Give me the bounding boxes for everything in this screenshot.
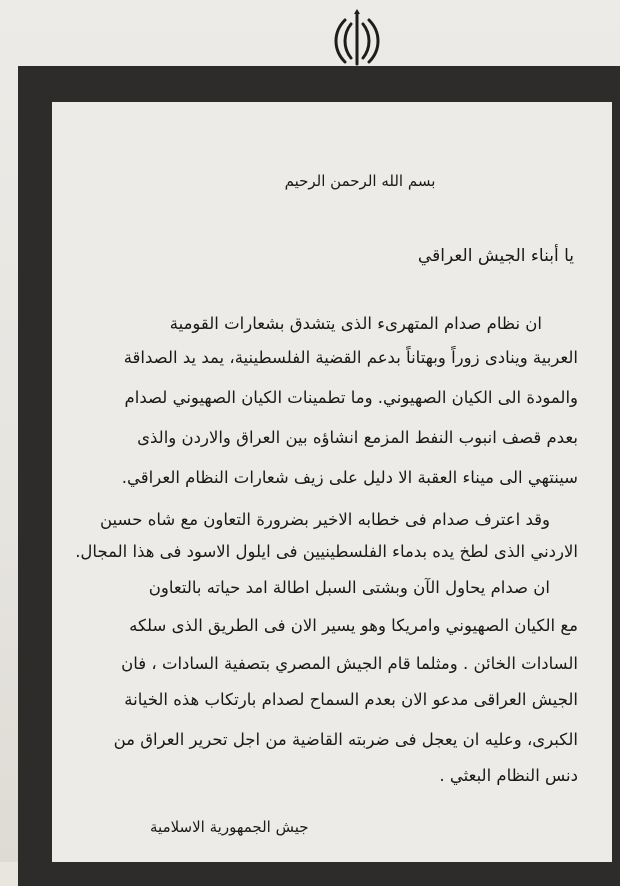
body-line: ان نظام صدام المتهرىء الذى يتشدق بشعارات القومية: [169, 314, 542, 333]
body-line: ان صدام يحاول الآن وبشتى السبل اطالة امد حياته بالتعاون: [148, 578, 550, 597]
signature: جيش الجمهورية الاسلامية: [150, 818, 309, 836]
body-line: دنس النظام البعثي .: [439, 766, 578, 785]
body-line: مع الكيان الصهيوني وامريكا وهو يسير الان فى الطريق الذى سلكه: [129, 616, 578, 635]
body-line: سينتهي الى ميناء العقبة الا دليل على زيف شعارات النظام العراقي.: [121, 468, 578, 487]
body-line: الاردني الذى لطخ يده بدماء الفلسطينيين فى ايلول الاسود فى هذا المجال.: [75, 542, 578, 561]
body-line: الجيش العراقى مدعو الان بعدم السماح لصدام بارتكاب هذه الخيانة: [124, 690, 578, 709]
body-line: وقد اعترف صدام فى خطابه الاخير بضرورة التعاون مع شاه حسين: [100, 510, 550, 529]
body-line: العربية وينادى زوراً وبهتاناً بدعم القضية الفلسطينية، يمد يد الصداقة: [123, 348, 578, 367]
body-line: السادات الخائن . ومثلما قام الجيش المصري بتصفية السادات ، فان: [121, 654, 578, 673]
greeting: يا أبناء الجيش العراقي: [417, 246, 574, 266]
body-line: الكبرى، وعليه ان يعجل فى ضربته القاضية من اجل تحرير العراق من: [113, 730, 578, 749]
iran-emblem-icon: [325, 6, 389, 70]
body-line: والمودة الى الكيان الصهيوني. وما تطمينات الكيان الصهيوني لصدام: [124, 388, 578, 407]
body-line: بعدم قصف انبوب النفط المزمع انشاؤه بين العراق والاردن والذى: [137, 428, 578, 447]
basmala-heading: بسم الله الرحمن الرحيم: [284, 172, 436, 190]
